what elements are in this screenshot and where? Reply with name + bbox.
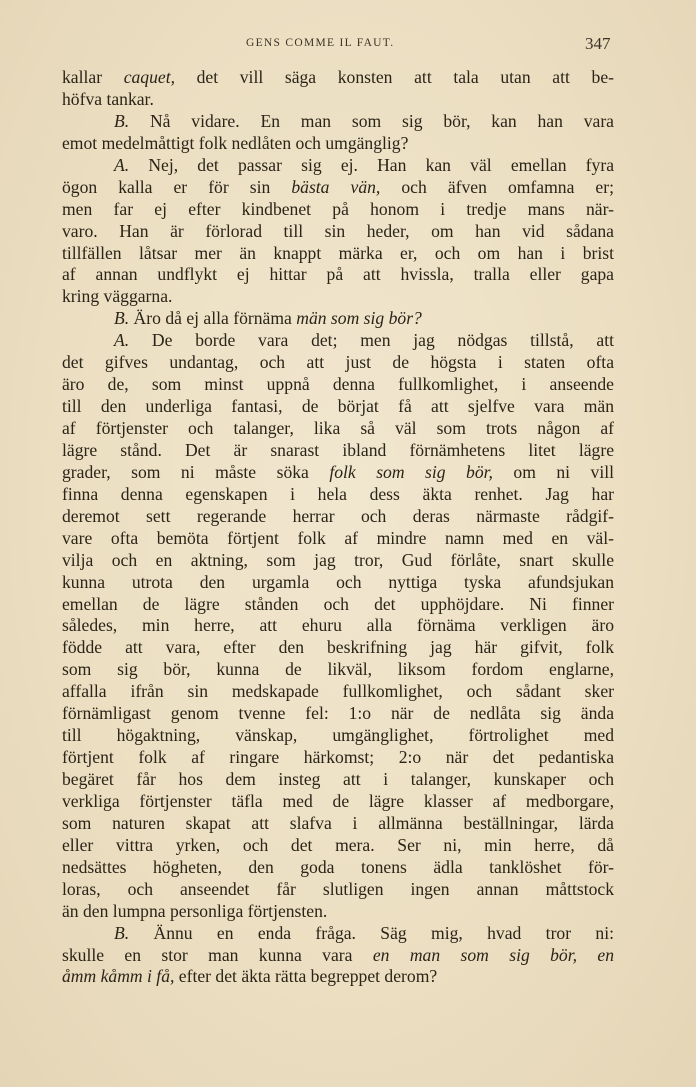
text-run: förnämligast genom tvenne fel: 1:o när de nedlåta sig ända: [62, 703, 614, 724]
text-line: [62, 177, 614, 199]
text-line: [62, 681, 614, 703]
text-run: det vill säga konsten att tala utan att be-: [174, 67, 614, 87]
text-line: [62, 396, 614, 418]
text-run: kallar: [62, 67, 124, 87]
italic-text-run: bästa vän,: [291, 176, 381, 197]
text-line: [62, 308, 614, 330]
text-line: [62, 89, 614, 111]
text-run: som naturen skapat att slafva i allmänna beställningar, lärda: [62, 812, 614, 833]
text-run: födde att vara, efter den beskrifning jag här gifvit, folk: [62, 637, 614, 658]
text-run: emellan de lägre stånden och det upphöjdare. Ni finner: [62, 593, 614, 614]
text-line: [62, 111, 614, 133]
italic-text-run: B.: [114, 922, 130, 943]
italic-text-run: en man som sig bör, en: [372, 944, 614, 965]
text-line: [62, 637, 614, 659]
text-run: skulle en stor man kunna vara: [62, 944, 373, 965]
text-run: förtjent folk af ringare härkomst; 2:o när det pedantiska: [62, 747, 614, 768]
text-run: ögon kalla er för sin: [62, 176, 292, 197]
text-line: [62, 155, 614, 177]
text-run: men far ej efter kindbenet på honom i tredje mans när-: [62, 198, 614, 219]
italic-text-run: A.: [114, 330, 130, 351]
italic-text-run: åmm kåmm i få,: [62, 966, 175, 987]
text-run: Äro då ej alla förnäma: [129, 308, 297, 329]
text-line: [62, 747, 614, 769]
text-run: begäret får hos dem insteg att i talanger, kunskaper och: [62, 769, 614, 789]
text-run: än den lumpna personliga förtjensten.: [62, 900, 328, 921]
text-line: [62, 199, 614, 221]
text-run: och äfven omfamna er;: [380, 176, 614, 197]
body-text: [62, 67, 614, 988]
text-run: verkliga förtjenster täfla med de lägre klasser af medborgare,: [62, 790, 614, 811]
text-line: [62, 67, 614, 89]
text-run: af förtjenster och talanger, lika så väl som trots någon af: [62, 418, 614, 438]
italic-text-run: B.: [114, 308, 130, 329]
text-run: loras, och anseendet får slutligen ingen annan måttstock: [62, 878, 614, 899]
text-run: emot medelmåttigt folk nedlåten och umgänglig?: [62, 132, 409, 153]
text-line: [62, 462, 614, 484]
text-line: [62, 528, 614, 550]
text-line: [62, 769, 614, 791]
text-line: [62, 945, 614, 967]
text-run: deremot sett regerande herrar och deras närmaste rådgif-: [62, 505, 614, 526]
italic-text-run: A.: [114, 154, 130, 175]
running-head: [0, 34, 696, 54]
text-line: [62, 594, 614, 616]
text-line: [62, 923, 614, 945]
text-line: [62, 286, 614, 308]
text-run: äro de, som minst uppnå denna fullkomlighet, i anseende: [62, 374, 614, 395]
text-line: [62, 857, 614, 879]
text-line: [62, 703, 614, 725]
text-line: [62, 725, 614, 747]
text-run: lägre stånd. Det är snarast ibland förnämhetens litet lägre: [62, 439, 614, 460]
text-run: kring väggarna.: [62, 286, 173, 307]
text-run: vilja och en aktning, som jag tror, Gud förlåte, snart skulle: [62, 549, 614, 570]
text-run: efter det äkta rätta begreppet derom?: [174, 966, 438, 987]
text-run: eller vittra yrken, och det mera. Ser ni, min herre, då: [62, 834, 614, 855]
text-run: affalla ifrån sin medskapade fullkomlighet, och sådant sker: [62, 681, 614, 702]
text-line: [62, 813, 614, 835]
text-run: om ni vill: [492, 461, 614, 482]
italic-text-run: män som sig bör?: [296, 308, 422, 329]
italic-text-run: B.: [114, 110, 130, 131]
text-run: till den underliga fantasi, de börjat få att sjelfve vara män: [62, 396, 614, 417]
text-line: [62, 659, 614, 681]
text-run: det gifves undantag, och att just de högsta i staten ofta: [62, 352, 614, 373]
text-run: af annan undflykt ej hittar på att hvissla, tralla eller gapa: [62, 264, 614, 285]
text-line: [62, 352, 614, 374]
text-line: [62, 264, 614, 286]
text-run: Nå vidare. En man som sig bör, kan han vara: [129, 110, 614, 131]
text-line: [62, 901, 614, 923]
text-line: [62, 418, 614, 440]
text-run: finna denna egenskapen i hela dess äkta renhet. Jag har: [62, 483, 614, 504]
text-run: Ännu en enda fråga. Säg mig, hvad tror ni:: [129, 922, 614, 943]
text-run: varo. Han är förlorad till sin heder, om han vid sådana: [62, 220, 614, 241]
text-run: som sig bör, kunna de likväl, liksom fordom englarne,: [62, 659, 614, 680]
text-line: [62, 440, 614, 462]
text-run: tillfällen låtsar mer än knappt märka er, och om han i brist: [62, 242, 614, 263]
text-line: [62, 243, 614, 265]
italic-text-run: folk som sig bör,: [329, 461, 493, 482]
running-title: GENS COMME IL FAUT.: [246, 37, 395, 49]
text-run: till högaktning, vänskap, umgänglighet, förtrolighet med: [62, 725, 614, 746]
text-line: [62, 791, 614, 813]
text-line: [62, 221, 614, 243]
page-number: 347: [585, 34, 611, 53]
text-run: vare ofta bemöta förtjent folk af mindre namn med en väl-: [62, 527, 614, 548]
text-line: [62, 572, 614, 594]
text-line: [62, 133, 614, 155]
text-run: grader, som ni måste söka: [62, 461, 330, 482]
text-run: således, min herre, att ehuru alla förnäma verkligen äro: [62, 615, 614, 636]
text-line: [62, 484, 614, 506]
text-line: [62, 330, 614, 352]
text-run: De borde vara det; men jag nödgas tillstå, att: [129, 330, 614, 351]
text-run: kunna utrota den urgamla och nyttiga tyska afundsjukan: [62, 571, 614, 592]
text-line: [62, 835, 614, 857]
italic-text-run: caquet,: [123, 67, 175, 87]
text-line: [62, 966, 614, 988]
text-run: Nej, det passar sig ej. Han kan väl emellan fyra: [129, 154, 614, 175]
text-line: [62, 374, 614, 396]
text-run: nedsättes högheten, den goda tonens ädla tanklöshet för-: [62, 856, 614, 877]
text-run: höfva tankar.: [62, 88, 154, 109]
text-line: [62, 506, 614, 528]
text-line: [62, 879, 614, 901]
text-line: [62, 550, 614, 572]
text-line: [62, 615, 614, 637]
